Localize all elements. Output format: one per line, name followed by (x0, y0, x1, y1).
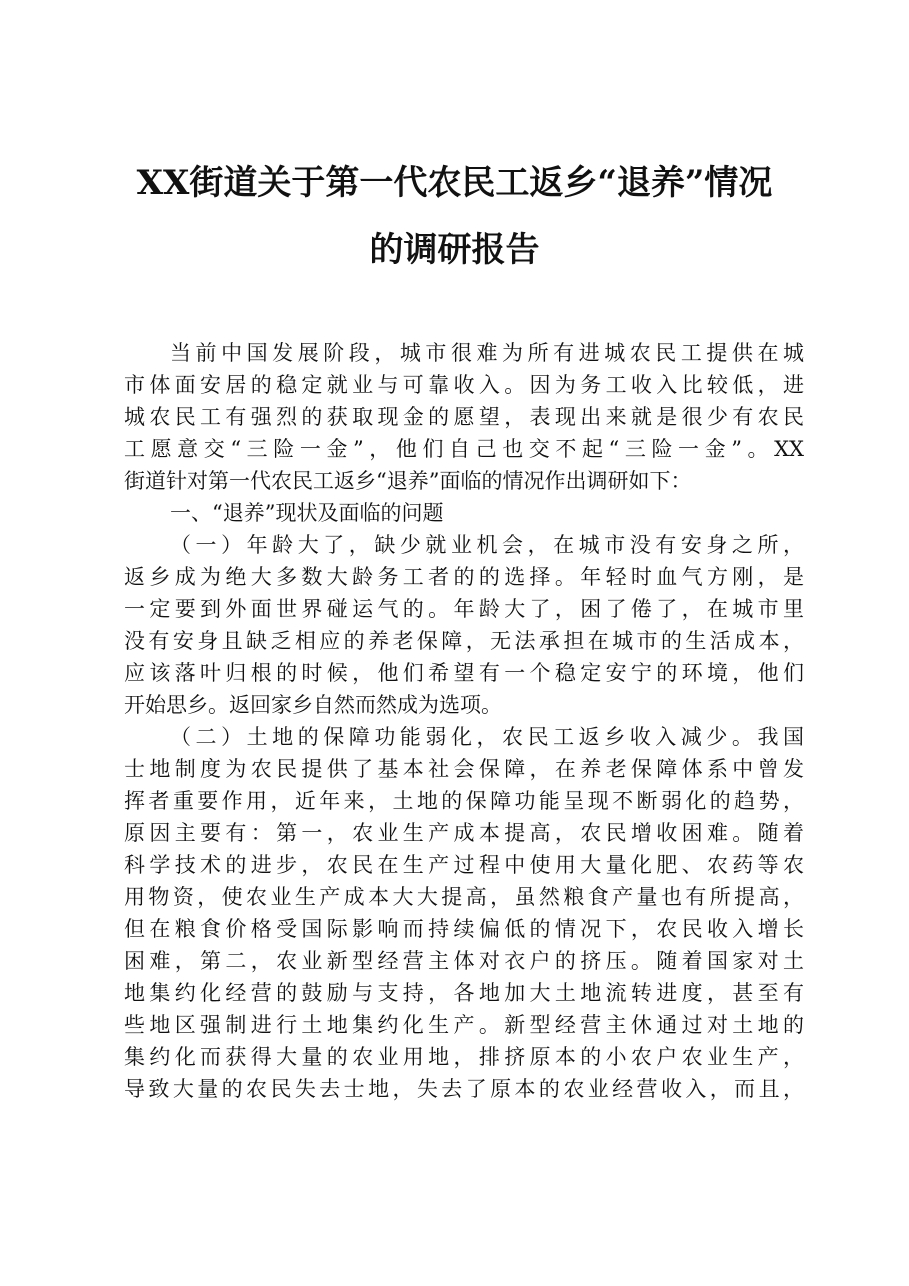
body-line: 工愿意交“三险一金”，他们自己也交不起“三险一金”。XX (124, 437, 804, 461)
body-line: 地集约化经营的鼓励与支持，各地加大土地流转进度，甚至有 (124, 981, 804, 1005)
body-line: （二）土地的保障功能弱化，农民工返乡收入减少。我国 (170, 725, 804, 749)
body-line: 些地区强制进行土地集约化生产。新型经营主休通过对土地的 (124, 1013, 804, 1037)
body-line: 导致大量的农民失去士地，失去了原本的农业经营收入，而且， (124, 1077, 804, 1101)
body-line: （一）年龄大了，缺少就业机会，在城市没有安身之所， (170, 533, 804, 557)
body-line: 开始思乡。返回家乡自然而然成为选项。 (124, 693, 502, 717)
body-line: 集约化而获得大量的农业用地，排挤原本的小农户农业生产， (124, 1045, 804, 1069)
document-body (124, 337, 804, 1105)
body-line: 但在粮食价格受国际影响而持续偏低的情况下，农民收入增长 (124, 917, 804, 941)
body-line: 当前中国发展阶段，城市很难为所有进城农民工提供在城 (170, 341, 804, 365)
document-title-line-1: XX街道关于第一代农民工返乡“退养”情况 (136, 163, 773, 203)
body-line: 城农民工有强烈的获取现金的愿望，表现出来就是很少有农民 (124, 405, 804, 429)
body-line: 应该落叶归根的时候，他们希望有一个稳定安宁的环境，他们 (124, 661, 804, 685)
body-line: 士地制度为农民提供了基本社会保障，在养老保障体系中曾发 (124, 757, 804, 781)
body-line: 返乡成为绝大多数大龄务工者的的选择。年轻时血气方刚，是 (124, 565, 804, 589)
body-line: 一、“退养”现状及面临的问题 (170, 501, 444, 525)
body-line: 科学技术的进步，农民在生产过程中使用大量化肥、农药等农 (124, 853, 804, 877)
body-line: 一定要到外面世界碰运气的。年龄大了，困了倦了，在城市里 (124, 597, 804, 621)
body-line: 用物资，使农业生产成本大大提高，虽然粮食产量也有所提高， (124, 885, 804, 909)
body-line: 市体面安居的稳定就业与可靠收入。因为务工收入比较低，进 (124, 373, 804, 397)
body-line: 原因主要有：第一，农业生产成本提高，农民增收困难。随着 (124, 821, 804, 845)
body-line: 挥者重要作用，近年来，土地的保障功能呈现不断弱化的趋势， (124, 789, 804, 813)
body-line: 没有安身且缺乏相应的养老保障，无法承担在城市的生活成本， (124, 629, 804, 653)
body-line: 困难，第二，农业新型经营主体对衣户的挤压。随着国家对土 (124, 949, 804, 973)
document-title-line-2: 的调研报告 (369, 230, 540, 270)
body-line: 街道针对第一代农民工返乡“退养”面临的情况作出调研如下： (124, 469, 692, 493)
